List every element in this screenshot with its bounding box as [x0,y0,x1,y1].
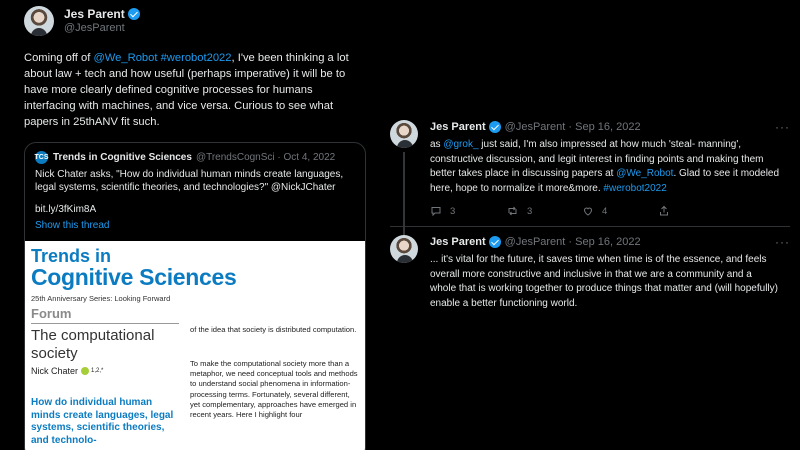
article-question: How do individual human minds create languages, legal systems, scientific theories, and technolo- [31,397,174,446]
more-options-icon[interactable]: ··· [775,235,790,249]
article-column-text-1: of the idea that society is distributed computation. [190,325,357,334]
reply-meta: @JesParent · Sep 16, 2022 [504,121,641,133]
journal-title-line2: Cognitive Sciences [31,264,237,290]
more-options-icon[interactable]: ··· [775,120,790,134]
quote-head [25,143,365,233]
mention-link[interactable]: @We_Robot [616,168,674,179]
reply-row [390,120,790,218]
verified-badge-icon [128,8,140,20]
quote-author-meta: @TrendsCognSci · Oct 4, 2022 [195,152,336,163]
article-rule [31,323,179,324]
journal-title-line1: Trends in [31,246,112,266]
like-count: 4 [602,205,608,217]
article-preview-image[interactable] [25,241,365,450]
reply-text: ... it's vital for the future, it saves time when time is of the essence, and feels overall more constructive and inclusive in that we are a community and a whole that is working together to produce things that matter and (will hopefully) enable a better functioning world. [430,254,778,309]
main-tweet [0,0,376,450]
quote-author-row [35,151,355,164]
reply-meta: @JesParent · Sep 16, 2022 [504,236,641,248]
orcid-icon [81,367,89,375]
reply-text-part: as [430,139,444,150]
avatar[interactable] [390,120,418,148]
show-thread-link[interactable]: Show this thread [35,220,110,231]
reply-tweet-2[interactable] [376,227,800,311]
quote-tweet-card[interactable] [24,142,366,450]
avatar[interactable] [390,235,418,263]
share-icon [658,205,670,217]
reply-body [430,120,790,218]
quote-link[interactable]: bit.ly/3fKim8A [35,204,97,215]
tweet-text-prefix: Coming off of [24,52,94,64]
tweet-text-rest: , I've been thinking a lot about law + tech and how useful (perhaps imperative) it will be to have more clearly defined cognitive processes for humans interfacing with machines, and vice versa. Curious to see what papers in 25thANV fit such. [24,52,349,128]
article-author-sup: 1,2,* [91,368,104,374]
reply-header [430,120,790,134]
article-author-name: Nick Chater [31,366,79,376]
article-title: The computational society [31,327,155,362]
retweet-count: 3 [527,205,533,217]
hashtag-link[interactable]: #werobot2022 [160,52,232,64]
tweet-text [24,50,358,130]
retweet-icon [506,205,519,217]
hashtag-link[interactable]: #werobot2022 [603,182,667,194]
quote-author-name[interactable]: Trends in Cognitive Sciences [53,152,192,163]
action-bar [430,204,790,218]
reply-header [430,235,790,249]
mention-link[interactable]: @We_Robot [93,52,158,64]
article-series: 25th Anniversary Series: Looking Forward [31,294,171,303]
avatar[interactable] [24,6,54,36]
like-action[interactable] [582,205,658,217]
reply-count: 3 [450,205,456,217]
reply-text [430,138,790,196]
heart-icon [582,205,594,217]
journal-avatar-icon: TCS [35,151,48,164]
verified-badge-icon [489,236,501,248]
mention-link[interactable]: @grok_ [443,139,479,150]
reply-row [390,235,790,311]
tweet-author-row [24,6,358,36]
author-name[interactable]: Jes Parent [64,7,125,21]
reply-body [430,235,790,311]
article-section: Forum [31,306,72,321]
reply-icon [430,205,442,217]
article-author [31,366,103,376]
reply-text-part: . Glad to see it modeled here, hope to normalize it more&more. [430,168,780,194]
reply-thread [376,112,800,309]
retweet-action[interactable] [506,205,582,217]
article-column-text-2: To make the computational society more than a metaphor, we need conceptual tools and methods to understand social phenomena in information-processing terms. Fortunately, several different, yet complementary, approaches have emerged in recent years. Here I highlight four [190,359,358,420]
verified-badge-icon [489,121,501,133]
quote-text: Nick Chater asks, "How do individual human minds create languages, legal systems, scientific theories, and technologies?" @NickJChater [35,169,344,193]
reply-action[interactable] [430,205,506,217]
reply-author-name[interactable]: Jes Parent [430,121,486,133]
author-name-line[interactable] [64,7,140,21]
author-names [64,7,140,35]
author-handle[interactable]: @JesParent [64,22,125,34]
reply-text-part: just said, I'm also impressed at how much 'steal- manning', constructive discussion, and legit interest in finding points and making them better takes place in discussing papers at [430,139,764,179]
reply-tweet-1[interactable] [376,112,800,227]
share-action[interactable] [658,205,734,217]
reply-author-name[interactable]: Jes Parent [430,236,486,248]
